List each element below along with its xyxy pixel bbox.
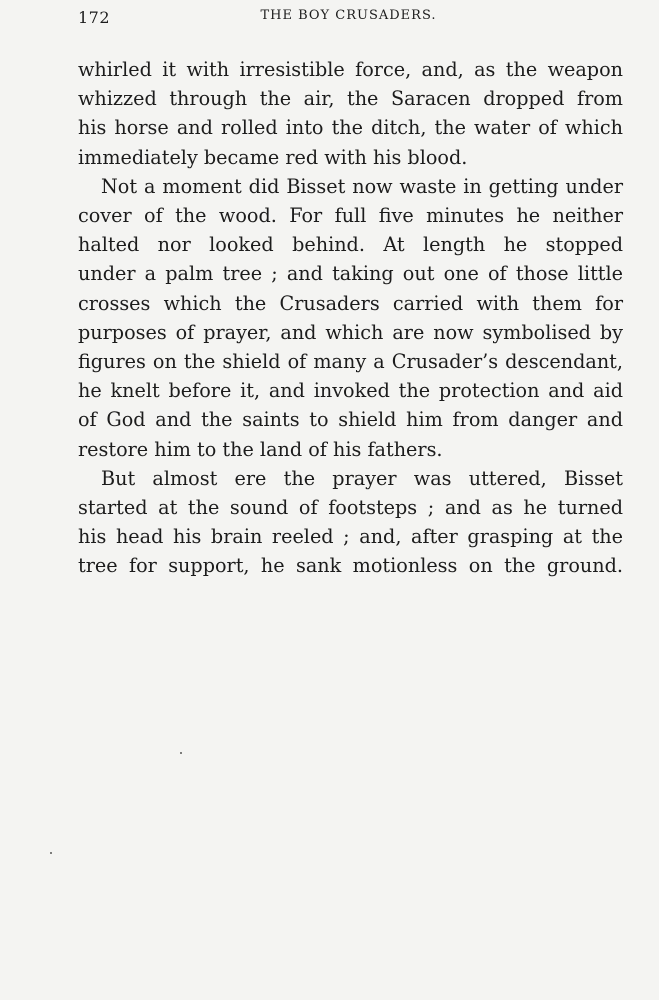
text-line: whizzed through the air, the Saracen dropped from (78, 87, 623, 111)
text-line: But almost ere the prayer was uttered, Bisset (101, 466, 623, 490)
text-line: his head his brain reeled ; and, after grasping at the (78, 525, 623, 549)
paper-speck (180, 752, 182, 754)
text-line: crosses which the Crusaders carried with them for (78, 291, 623, 315)
text-line: halted nor looked behind. At length he stopped (78, 233, 623, 257)
text-line: tree for support, he sank motionless on the ground. (78, 554, 623, 578)
page-number: 172 (78, 8, 111, 27)
paper-speck (50, 852, 52, 854)
text-line: restore him to the land of his fathers. (78, 437, 443, 461)
text-line: he knelt before it, and invoked the protection and aid (78, 379, 623, 403)
text-line: purposes of prayer, and which are now symbolised by (78, 320, 623, 344)
body-text (78, 55, 623, 581)
text-line: whirled it with irresistible force, and, as the weapon (78, 58, 623, 81)
text-line: under a palm tree ; and taking out one of those little (78, 262, 623, 286)
text-line: started at the sound of footsteps ; and as he turned (78, 496, 623, 520)
text-line: his horse and rolled into the ditch, the water of which (78, 116, 623, 140)
text-line: figures on the shield of many a Crusader’s descendant, (78, 350, 623, 374)
text-line: immediately became red with his blood. (78, 145, 468, 169)
paragraph-3 (78, 464, 623, 581)
paragraph-2 (78, 172, 623, 464)
running-title: THE BOY CRUSADERS. (260, 8, 437, 23)
text-line: Not a moment did Bisset now waste in getting under (101, 174, 623, 198)
text-line: cover of the wood. For full five minutes he neither (78, 204, 623, 228)
paragraph-1 (78, 55, 623, 172)
text-line: of God and the saints to shield him from danger and (78, 408, 623, 432)
running-head (78, 8, 619, 32)
